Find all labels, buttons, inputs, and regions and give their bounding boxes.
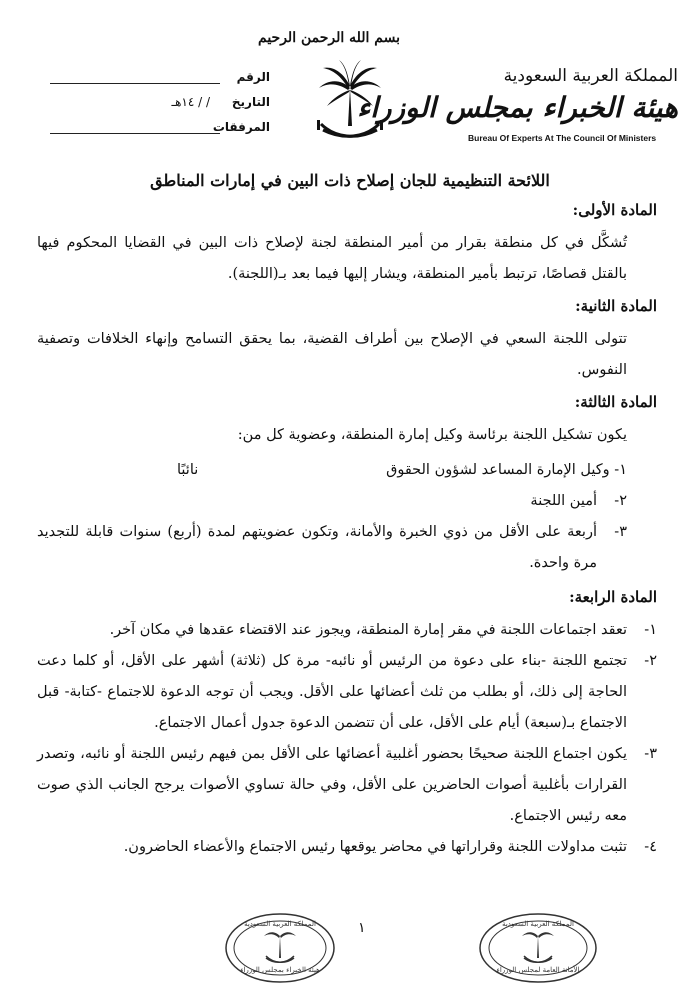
- article-3-body: [37, 420, 657, 579]
- number-label: الرقم: [236, 70, 270, 84]
- list-item: [37, 615, 657, 646]
- official-stamp-right: [478, 912, 598, 984]
- stamp-right-top-text: المملكة العربية السعودية: [502, 920, 574, 928]
- item-text: تثبت مداولات اللجنة وقراراتها في محاضر يوقعها رئيس الاجتماع والأعضاء الحاضرون.: [123, 839, 627, 855]
- page-number: ١: [358, 920, 366, 936]
- document-title: اللائحة التنظيمية للجان إصلاح ذات البين في إمارات المناطق: [150, 171, 550, 190]
- item-number: ٢-: [614, 493, 627, 509]
- article-4-heading: المادة الرابعة:: [569, 588, 657, 606]
- stamp-left-top-text: المملكة العربية السعودية: [244, 920, 316, 928]
- item-number: ٤-: [644, 839, 657, 855]
- item-text: وكيل الإمارة المساعد لشؤون الحقوق: [386, 462, 610, 478]
- list-item: [37, 455, 627, 486]
- item-text: أمين اللجنة: [530, 493, 597, 509]
- article-3-intro: يكون تشكيل اللجنة برئاسة وكيل إمارة المنطقة، وعضوية كل من:: [237, 427, 627, 443]
- number-row: [50, 70, 270, 95]
- list-item: [37, 486, 627, 517]
- bureau-logo-arabic: هيئة الخبراء بمجلس الوزراء: [357, 91, 678, 124]
- date-value: ١٤هـ / /: [171, 95, 210, 109]
- item-text: تجتمع اللجنة -بناء على دعوة من الرئيس أو نائبه- مرة كل (ثلاثة) أشهر على الأقل، أو كلما دعت الحاجة إلى ذلك، أو بطلب من ثلث أعضائها على الأقل. ويجب أن توجه الدعوة للاجتماع -كتابة- قبل الاجتماع بـ(سبعة) أيام على الأقل، على أن تتضمن الدعوة جدول أعمال الاجتماع.: [37, 653, 627, 731]
- stamp-left-bottom-text: هيئة الخبراء بمجلس الوزراء: [240, 966, 320, 974]
- article-1-heading: المادة الأولى:: [572, 201, 657, 219]
- item-number: ١-: [644, 622, 657, 638]
- number-blank-line: [50, 83, 220, 84]
- article-2-heading: المادة الثانية:: [575, 297, 657, 315]
- item-note: نائبًا: [177, 462, 199, 478]
- list-item: [37, 517, 627, 579]
- article-1-text: تُشكَّل في كل منطقة بقرار من أمير المنطقة لجنة لإصلاح ذات البين في القضايا المحكوم فيها بالقتل قصاصًا، ترتبط بأمير المنطقة، ويشار إليها فيما بعد بـ(اللجنة).: [37, 235, 627, 282]
- list-item: [37, 739, 657, 832]
- item-number: ١-: [614, 462, 627, 478]
- date-label: التاريخ: [231, 95, 270, 109]
- attachments-label: المرفقات: [212, 120, 270, 134]
- item-number: ٢-: [644, 653, 657, 669]
- basmala: بسم الله الرحمن الرحيم: [258, 30, 400, 46]
- list-item: [37, 832, 657, 863]
- article-3-heading: المادة الثالثة:: [574, 393, 657, 411]
- attachments-row: [50, 120, 270, 145]
- attachments-blank-line: [50, 133, 220, 134]
- item-text: أربعة على الأقل من ذوي الخبرة والأمانة، وتكون عضويتهم لمدة (أربع) سنوات قابلة للتجديد مرة واحدة.: [37, 524, 597, 571]
- list-item: [37, 646, 657, 739]
- date-row: [50, 95, 270, 120]
- item-number: ٣-: [644, 746, 657, 762]
- item-text: يكون اجتماع اللجنة صحيحًا بحضور أغلبية أعضائها على الأقل بمن فيهم رئيس اللجنة أو نائبه، وتصدر القرارات بأغلبية أصوات الحاضرين على الأقل، وفي حالة تساوي الأصوات يرجح الجانب الذي صوت معه رئيس الاجتماع.: [37, 746, 627, 824]
- item-text: تعقد اجتماعات اللجنة في مقر إمارة المنطقة، ويجوز عند الاقتضاء عقدها في مكان آخر.: [109, 622, 627, 638]
- item-number: ٣-: [614, 524, 627, 540]
- article-2-text: تتولى اللجنة السعي في الإصلاح بين أطراف القضية، بما يحقق التسامح وإنهاء الخلافات وتصفية النفوس.: [37, 331, 627, 378]
- official-stamp-left: [224, 912, 336, 984]
- document-body: [37, 198, 657, 863]
- stamp-right-bottom-text: الأمانة العامة لمجلس الوزراء: [496, 966, 580, 974]
- reference-block: [50, 70, 270, 145]
- kingdom-name: المملكة العربية السعودية: [503, 66, 678, 86]
- article-4-body: [37, 615, 657, 863]
- bureau-name-english: Bureau Of Experts At The Council Of Ministers: [468, 133, 657, 143]
